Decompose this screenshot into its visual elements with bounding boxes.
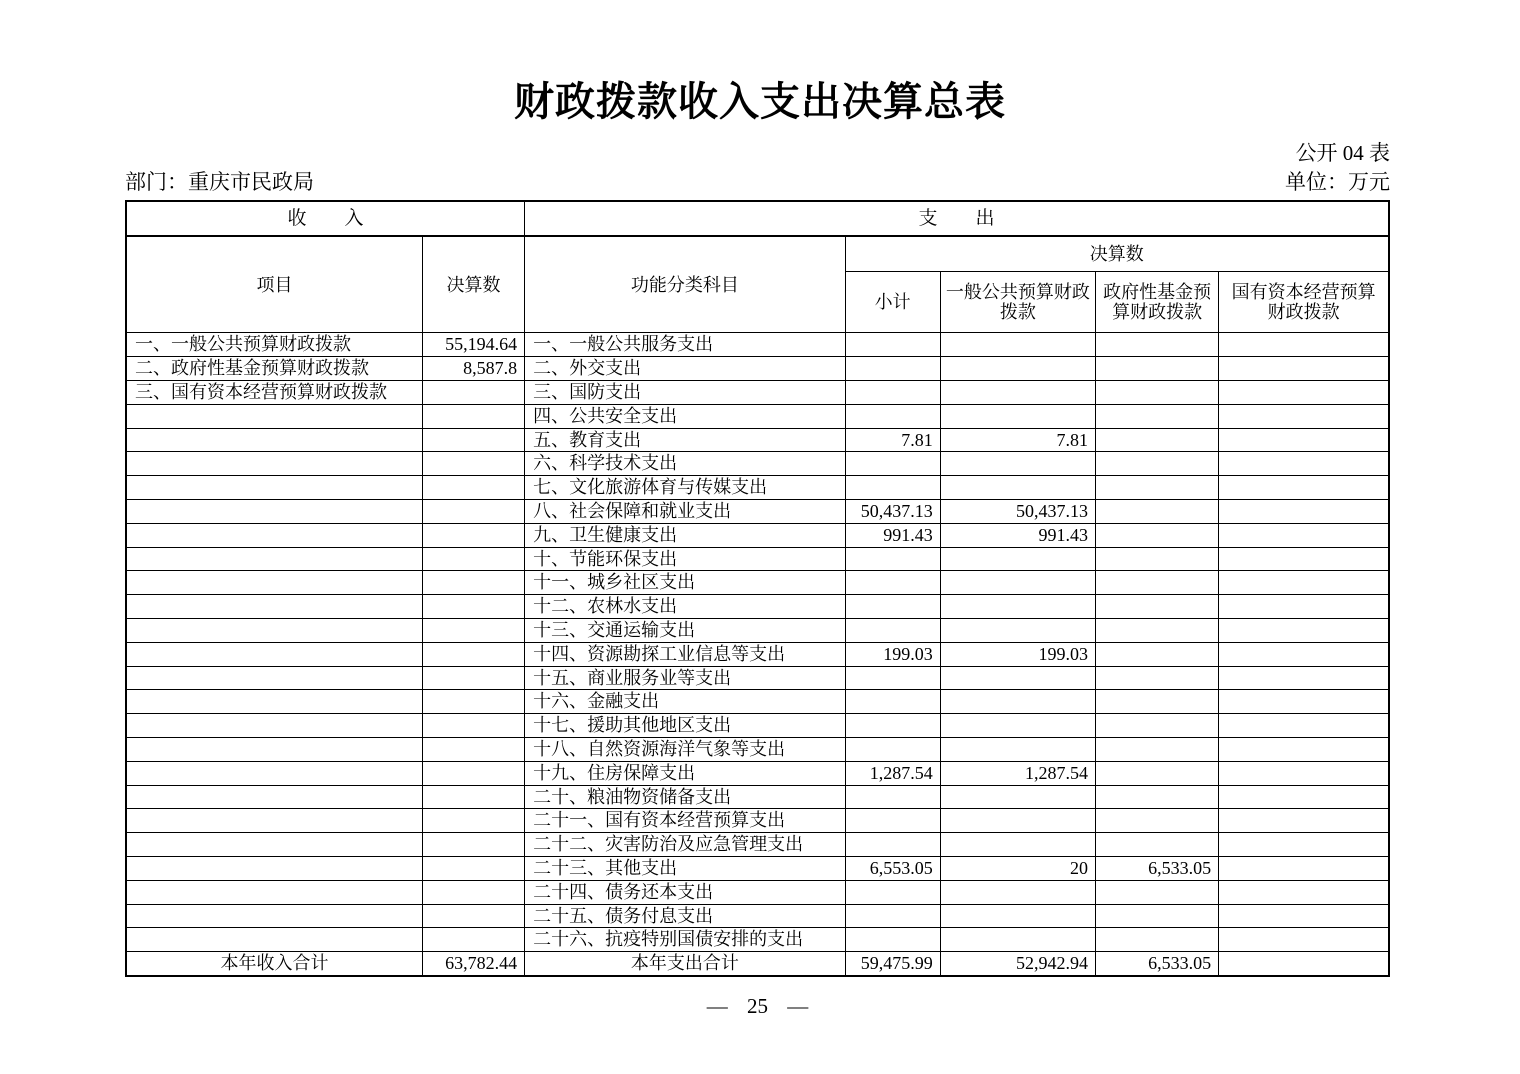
expense-fund-cell — [1095, 428, 1218, 452]
table-row — [126, 595, 1389, 619]
expense-item-cell: 二十一、国有资本经营预算支出 — [525, 809, 845, 833]
expense-fund-cell — [1095, 642, 1218, 666]
column-header-row-1 — [126, 236, 1389, 272]
expense-general-cell — [940, 880, 1095, 904]
income-item-cell — [126, 452, 422, 476]
income-value-cell — [422, 737, 524, 761]
income-value-cell — [422, 595, 524, 619]
expense-general-cell — [940, 452, 1095, 476]
expense-subtotal-cell — [845, 785, 940, 809]
expense-fund-cell — [1095, 833, 1218, 857]
expense-fund-cell — [1095, 523, 1218, 547]
income-value-cell — [422, 856, 524, 880]
expense-capital-cell — [1219, 737, 1389, 761]
table-row — [126, 333, 1389, 357]
income-value-cell: 8,587.8 — [422, 357, 524, 381]
expense-item-cell: 十六、金融支出 — [525, 690, 845, 714]
income-item-cell — [126, 904, 422, 928]
expense-general-cell — [940, 333, 1095, 357]
table-row — [126, 404, 1389, 428]
expense-subtotal-cell — [845, 904, 940, 928]
expense-general-cell — [940, 571, 1095, 595]
expense-subtotal-cell: 6,553.05 — [845, 856, 940, 880]
expense-item-cell: 十八、自然资源海洋气象等支出 — [525, 737, 845, 761]
expense-general-cell — [940, 380, 1095, 404]
table-row — [126, 666, 1389, 690]
table-row — [126, 642, 1389, 666]
expense-item-cell: 二十五、债务付息支出 — [525, 904, 845, 928]
expense-item-cell: 二、外交支出 — [525, 357, 845, 381]
expense-capital-cell — [1219, 499, 1389, 523]
expense-total-capital — [1219, 952, 1389, 977]
expense-item-cell: 二十二、灾害防治及应急管理支出 — [525, 833, 845, 857]
content-area — [125, 141, 1390, 1019]
table-row — [126, 785, 1389, 809]
col-header-subtotal: 小计 — [845, 272, 940, 333]
expense-subtotal-cell — [845, 833, 940, 857]
table-row — [126, 452, 1389, 476]
expense-item-cell: 六、科学技术支出 — [525, 452, 845, 476]
income-value-cell — [422, 666, 524, 690]
expense-subtotal-cell — [845, 404, 940, 428]
expense-general-cell: 50,437.13 — [940, 499, 1095, 523]
expense-subtotal-cell: 991.43 — [845, 523, 940, 547]
expense-item-cell: 十一、城乡社区支出 — [525, 571, 845, 595]
income-item-cell — [126, 809, 422, 833]
table-header — [126, 201, 1389, 333]
expense-capital-cell — [1219, 928, 1389, 952]
expense-item-cell: 十五、商业服务业等支出 — [525, 666, 845, 690]
table-row — [126, 428, 1389, 452]
expense-subtotal-cell — [845, 476, 940, 500]
income-value-cell — [422, 761, 524, 785]
expense-fund-cell — [1095, 380, 1218, 404]
expense-general-cell — [940, 714, 1095, 738]
income-total-value: 63,782.44 — [422, 952, 524, 977]
income-item-cell — [126, 833, 422, 857]
expense-fund-cell — [1095, 476, 1218, 500]
table-row — [126, 690, 1389, 714]
col-header-state-capital: 国有资本经营预算财政拨款 — [1219, 272, 1389, 333]
expense-item-cell: 五、教育支出 — [525, 428, 845, 452]
department-label: 部门：重庆市民政局 — [125, 170, 314, 195]
expense-capital-cell — [1219, 833, 1389, 857]
expense-fund-cell — [1095, 690, 1218, 714]
table-row — [126, 833, 1389, 857]
expense-item-cell: 三、国防支出 — [525, 380, 845, 404]
table-row — [126, 856, 1389, 880]
expense-subtotal-cell — [845, 547, 940, 571]
expense-capital-cell — [1219, 809, 1389, 833]
income-item-cell — [126, 595, 422, 619]
expense-total-general: 52,942.94 — [940, 952, 1095, 977]
expense-fund-cell — [1095, 714, 1218, 738]
expense-capital-cell — [1219, 476, 1389, 500]
table-code: 公开 04 表 — [1295, 141, 1390, 165]
expense-section-header: 支 出 — [525, 201, 1389, 236]
table-row — [126, 523, 1389, 547]
expense-capital-cell — [1219, 642, 1389, 666]
table-row — [126, 928, 1389, 952]
income-value-cell — [422, 714, 524, 738]
expense-capital-cell — [1219, 547, 1389, 571]
table-row — [126, 904, 1389, 928]
expense-item-cell: 十二、农林水支出 — [525, 595, 845, 619]
income-value-cell — [422, 642, 524, 666]
table-row — [126, 737, 1389, 761]
expense-subtotal-cell: 199.03 — [845, 642, 940, 666]
income-item-cell — [126, 880, 422, 904]
expense-fund-cell — [1095, 761, 1218, 785]
income-item-cell — [126, 856, 422, 880]
col-header-functional-subject: 功能分类科目 — [525, 236, 845, 333]
expense-item-cell: 十四、资源勘探工业信息等支出 — [525, 642, 845, 666]
expense-subtotal-cell — [845, 666, 940, 690]
expense-capital-cell — [1219, 523, 1389, 547]
page-number: — 25 — — [706, 994, 809, 1019]
unit-label: 单位：万元 — [1285, 170, 1390, 195]
income-item-cell — [126, 404, 422, 428]
expense-capital-cell — [1219, 452, 1389, 476]
income-value-cell — [422, 404, 524, 428]
page-title: 财政拨款收入支出决算总表 — [514, 79, 1006, 124]
col-header-final-group: 决算数 — [845, 236, 1389, 272]
expense-capital-cell — [1219, 571, 1389, 595]
expense-general-cell — [940, 785, 1095, 809]
expense-item-cell: 二十三、其他支出 — [525, 856, 845, 880]
expense-subtotal-cell — [845, 737, 940, 761]
expense-general-cell — [940, 595, 1095, 619]
income-item-cell — [126, 523, 422, 547]
budget-table — [125, 200, 1390, 977]
expense-subtotal-cell: 1,287.54 — [845, 761, 940, 785]
expense-capital-cell — [1219, 666, 1389, 690]
expense-general-cell — [940, 618, 1095, 642]
expense-item-cell: 二十四、债务还本支出 — [525, 880, 845, 904]
table-row — [126, 618, 1389, 642]
expense-capital-cell — [1219, 761, 1389, 785]
income-item-cell: 二、政府性基金预算财政拨款 — [126, 357, 422, 381]
expense-item-cell: 七、文化旅游体育与传媒支出 — [525, 476, 845, 500]
col-header-item: 项目 — [126, 236, 422, 333]
expense-capital-cell — [1219, 357, 1389, 381]
income-item-cell — [126, 737, 422, 761]
expense-capital-cell — [1219, 690, 1389, 714]
expense-item-cell: 十三、交通运输支出 — [525, 618, 845, 642]
expense-general-cell — [940, 666, 1095, 690]
table-row — [126, 357, 1389, 381]
expense-fund-cell — [1095, 785, 1218, 809]
section-header-row — [126, 201, 1389, 236]
income-value-cell — [422, 523, 524, 547]
expense-fund-cell — [1095, 357, 1218, 381]
income-section-header: 收 入 — [126, 201, 525, 236]
expense-fund-cell — [1095, 452, 1218, 476]
income-value-cell — [422, 380, 524, 404]
expense-total-fund: 6,533.05 — [1095, 952, 1218, 977]
expense-subtotal-cell — [845, 809, 940, 833]
income-item-cell: 一、一般公共预算财政拨款 — [126, 333, 422, 357]
expense-capital-cell — [1219, 880, 1389, 904]
expense-fund-cell — [1095, 737, 1218, 761]
table-row — [126, 476, 1389, 500]
expense-item-cell: 九、卫生健康支出 — [525, 523, 845, 547]
expense-item-cell: 八、社会保障和就业支出 — [525, 499, 845, 523]
expense-item-cell: 二十六、抗疫特别国债安排的支出 — [525, 928, 845, 952]
income-value-cell — [422, 928, 524, 952]
expense-general-cell — [940, 904, 1095, 928]
expense-subtotal-cell — [845, 380, 940, 404]
expense-fund-cell — [1095, 595, 1218, 619]
table-row — [126, 571, 1389, 595]
expense-subtotal-cell — [845, 690, 940, 714]
expense-subtotal-cell — [845, 928, 940, 952]
table-row — [126, 380, 1389, 404]
expense-fund-cell — [1095, 404, 1218, 428]
income-item-cell — [126, 428, 422, 452]
expense-fund-cell — [1095, 904, 1218, 928]
income-value-cell — [422, 571, 524, 595]
expense-fund-cell — [1095, 928, 1218, 952]
expense-capital-cell — [1219, 380, 1389, 404]
income-item-cell: 三、国有资本经营预算财政拨款 — [126, 380, 422, 404]
expense-item-cell: 十九、住房保障支出 — [525, 761, 845, 785]
expense-fund-cell: 6,533.05 — [1095, 856, 1218, 880]
income-value-cell: 55,194.64 — [422, 333, 524, 357]
income-item-cell — [126, 761, 422, 785]
expense-capital-cell — [1219, 333, 1389, 357]
expense-fund-cell — [1095, 499, 1218, 523]
expense-subtotal-cell — [845, 357, 940, 381]
expense-fund-cell — [1095, 880, 1218, 904]
table-row — [126, 761, 1389, 785]
income-value-cell — [422, 904, 524, 928]
income-item-cell — [126, 476, 422, 500]
expense-capital-cell — [1219, 856, 1389, 880]
expense-capital-cell — [1219, 428, 1389, 452]
income-item-cell — [126, 785, 422, 809]
total-row — [126, 952, 1389, 977]
expense-capital-cell — [1219, 904, 1389, 928]
expense-general-cell — [940, 690, 1095, 714]
income-value-cell — [422, 452, 524, 476]
table-row — [126, 809, 1389, 833]
income-value-cell — [422, 880, 524, 904]
expense-general-cell: 7.81 — [940, 428, 1095, 452]
income-value-cell — [422, 785, 524, 809]
expense-item-cell: 四、公共安全支出 — [525, 404, 845, 428]
income-item-cell — [126, 642, 422, 666]
expense-subtotal-cell — [845, 595, 940, 619]
expense-capital-cell — [1219, 618, 1389, 642]
expense-fund-cell — [1095, 618, 1218, 642]
income-item-cell — [126, 571, 422, 595]
expense-fund-cell — [1095, 547, 1218, 571]
expense-subtotal-cell: 50,437.13 — [845, 499, 940, 523]
expense-general-cell — [940, 547, 1095, 571]
income-item-cell — [126, 499, 422, 523]
expense-general-cell — [940, 737, 1095, 761]
table-row — [126, 499, 1389, 523]
expense-general-cell — [940, 928, 1095, 952]
expense-subtotal-cell — [845, 571, 940, 595]
income-item-cell — [126, 928, 422, 952]
expense-general-cell: 991.43 — [940, 523, 1095, 547]
expense-general-cell: 199.03 — [940, 642, 1095, 666]
expense-general-cell — [940, 809, 1095, 833]
expense-total-subtotal: 59,475.99 — [845, 952, 940, 977]
col-header-general-public-budget: 一般公共预算财政拨款 — [940, 272, 1095, 333]
expense-general-cell — [940, 476, 1095, 500]
expense-subtotal-cell — [845, 880, 940, 904]
expense-item-cell: 一、一般公共服务支出 — [525, 333, 845, 357]
expense-general-cell — [940, 404, 1095, 428]
income-item-cell — [126, 666, 422, 690]
expense-subtotal-cell — [845, 714, 940, 738]
col-header-income-final: 决算数 — [422, 236, 524, 333]
expense-subtotal-cell — [845, 333, 940, 357]
col-header-government-fund: 政府性基金预算财政拨款 — [1095, 272, 1218, 333]
expense-item-cell: 十七、援助其他地区支出 — [525, 714, 845, 738]
income-value-cell — [422, 499, 524, 523]
expense-general-cell — [940, 833, 1095, 857]
income-item-cell — [126, 618, 422, 642]
income-total-label: 本年收入合计 — [126, 952, 422, 977]
table-row — [126, 714, 1389, 738]
table-row — [126, 880, 1389, 904]
expense-fund-cell — [1095, 809, 1218, 833]
expense-subtotal-cell: 7.81 — [845, 428, 940, 452]
expense-capital-cell — [1219, 785, 1389, 809]
meta-line — [125, 170, 1390, 195]
expense-fund-cell — [1095, 333, 1218, 357]
income-value-cell — [422, 547, 524, 571]
income-item-cell — [126, 547, 422, 571]
income-value-cell — [422, 690, 524, 714]
expense-item-cell: 十、节能环保支出 — [525, 547, 845, 571]
income-value-cell — [422, 476, 524, 500]
table-footer — [126, 952, 1389, 977]
expense-subtotal-cell — [845, 618, 940, 642]
income-item-cell — [126, 690, 422, 714]
expense-total-label: 本年支出合计 — [525, 952, 845, 977]
expense-subtotal-cell — [845, 452, 940, 476]
expense-capital-cell — [1219, 595, 1389, 619]
expense-fund-cell — [1095, 571, 1218, 595]
income-value-cell — [422, 833, 524, 857]
expense-general-cell — [940, 357, 1095, 381]
income-value-cell — [422, 809, 524, 833]
expense-item-cell: 二十、粮油物资储备支出 — [525, 785, 845, 809]
expense-fund-cell — [1095, 666, 1218, 690]
table-row — [126, 547, 1389, 571]
income-item-cell — [126, 714, 422, 738]
expense-general-cell: 1,287.54 — [940, 761, 1095, 785]
expense-capital-cell — [1219, 404, 1389, 428]
income-value-cell — [422, 618, 524, 642]
expense-general-cell: 20 — [940, 856, 1095, 880]
expense-capital-cell — [1219, 714, 1389, 738]
income-value-cell — [422, 428, 524, 452]
table-body — [126, 333, 1389, 952]
